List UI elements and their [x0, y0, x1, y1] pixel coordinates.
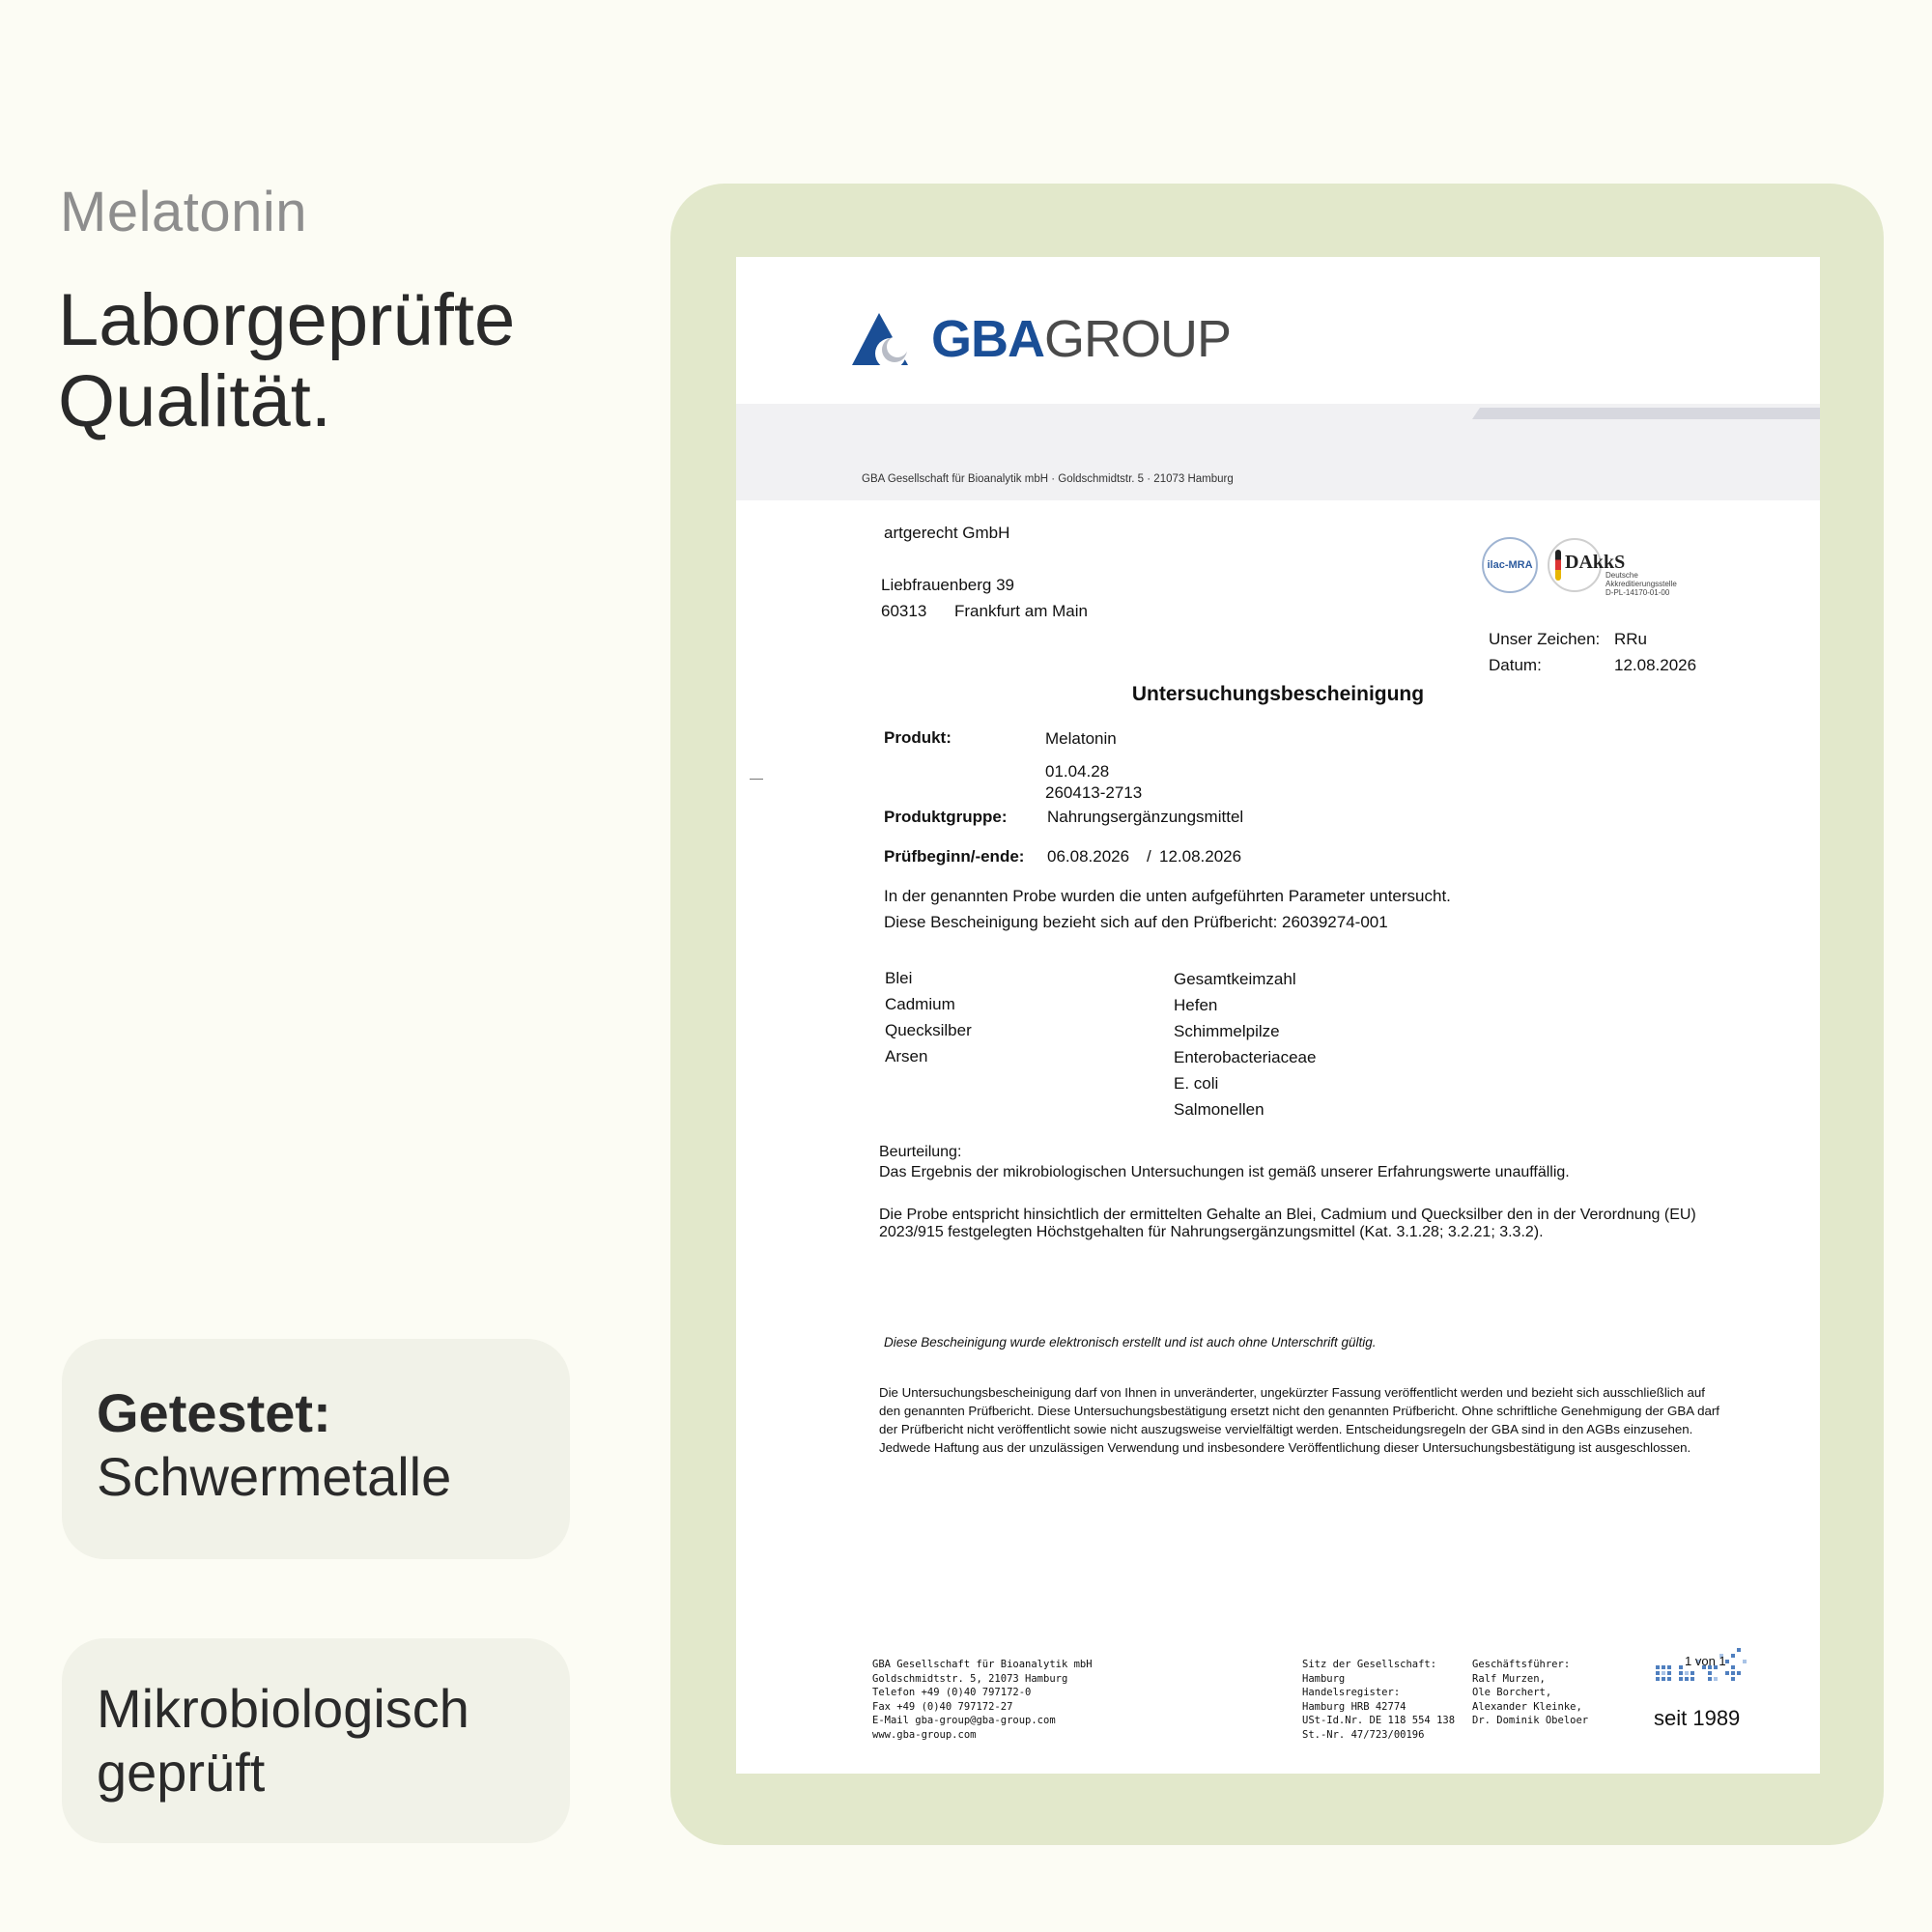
recipient-city: Frankfurt am Main	[954, 602, 1088, 620]
headline	[58, 280, 599, 442]
beurteilung-text-2: Die Probe entspricht hinsichtlich der ermittelten Gehalte an Blei, Cadmium und Quecksilber den in der Verordnung (EU) 2023/915 festgelegten Höchstgehalten für Nahrungsergänzungsmittel (Kat. 3.1.28; 3.2.21; 3.3.2).	[879, 1207, 1696, 1240]
dakks-sub-3: D-PL-14170-01-00	[1605, 588, 1670, 597]
footer-register-line: St.-Nr. 47/723/00196	[1302, 1728, 1425, 1741]
produkt-line-3: 260413-2713	[1045, 783, 1143, 802]
microbiology-card	[62, 1638, 570, 1843]
produkt-value: Melatonin	[1045, 729, 1117, 748]
tested-heavy-metals-card	[62, 1339, 570, 1559]
footer-register-line: Hamburg	[1302, 1672, 1346, 1685]
intro-line-1: In der genannten Probe wurden die unten aufgeführten Parameter untersucht.	[884, 887, 1451, 905]
pruef-end: 12.08.2026	[1159, 847, 1242, 866]
param-schimmelpilze: Schimmelpilze	[1174, 1022, 1280, 1040]
dakks-ring-icon	[1548, 538, 1677, 597]
since-1989: seit 1989	[1654, 1706, 1741, 1730]
param-enterobacteriaceae: Enterobacteriaceae	[1174, 1048, 1317, 1066]
footer-register-line: Sitz der Gesellschaft:	[1302, 1659, 1437, 1670]
footer-register-line: Handelsregister:	[1302, 1687, 1401, 1698]
sender-line: GBA Gesellschaft für Bioanalytik mbH · Goldschmidtstr. 5 · 21073 Hamburg	[862, 473, 1234, 485]
footer-management-line: Ralf Murzen,	[1472, 1672, 1546, 1685]
legal-text: Die Untersuchungsbescheinigung darf von Ihnen in unveränderter, ungekürzter Fassung veröffentlicht werden und bezieht sich ausschließlich auf den genannten Prüfbericht. Diese Untersuchungsbestätigung ersetzt nicht den genannten Prüfbericht. Ohne schriftliche Genehmigung der GBA darf der Prüfbericht nicht veröffentlicht sowie nicht auszugsweise vervielfältigt werden. Entscheidungsregeln der GBA sind in den AGBs einzusehen. Jedwede Haftung aus der unzulässigen Verwendung und insbesondere Veröffentlichung dieser Untersuchungsbestätigung ist ausgeschlossen.	[879, 1385, 1720, 1455]
dakks-flag-icon	[1555, 550, 1561, 581]
footer-register-line: USt-Id.Nr. DE 118 554 138	[1302, 1715, 1456, 1726]
produktgruppe-value: Nahrungsergänzungsmittel	[1047, 808, 1244, 826]
pruef-start: 06.08.2026	[1047, 847, 1130, 866]
header-stripe	[1472, 408, 1820, 419]
date-label: Datum:	[1489, 656, 1542, 674]
footer-company	[872, 1658, 1093, 1742]
dakks-logo	[1548, 538, 1677, 597]
footer-management-line: Dr. Dominik Obeloer	[1472, 1715, 1589, 1726]
footer-company-line: E-Mail gba-group@gba-group.com	[872, 1715, 1056, 1726]
footer-company-line: Goldschmidtstr. 5, 21073 Hamburg	[872, 1672, 1068, 1685]
pruef-separator: /	[1147, 847, 1151, 866]
ilac-mra-logo: ilac-MRA	[1482, 537, 1538, 593]
headline-line-2: Qualität.	[58, 360, 332, 442]
side-dash	[750, 779, 763, 780]
beurteilung-text-1: Das Ergebnis der mikrobiologischen Untersuchungen ist gemäß unserer Erfahrungswerte unauffällig.	[879, 1164, 1570, 1180]
beurteilung-label: Beurteilung:	[879, 1144, 962, 1160]
dakks-subtext	[1605, 571, 1702, 597]
param-arsen: Arsen	[885, 1047, 928, 1065]
date-value: 12.08.2026	[1614, 656, 1697, 674]
pixel-30-years-icon	[1654, 1642, 1750, 1700]
logo-group-text: GROUP	[1044, 310, 1232, 368]
card-label: Getestet:	[97, 1382, 331, 1443]
intro-line-2: Diese Bescheinigung bezieht sich auf den Prüfbericht: 26039274-001	[884, 913, 1388, 931]
produkt-label: Produkt:	[884, 728, 952, 747]
gba-triangle-icon	[852, 311, 920, 367]
header-band	[736, 404, 1820, 500]
electronic-note: Diese Bescheinigung wurde elektronisch erstellt und ist auch ohne Unterschrift gültig.	[884, 1335, 1377, 1350]
footer-management-line: Ole Borchert,	[1472, 1687, 1552, 1698]
page-number: 1 von 1	[1685, 1654, 1726, 1668]
certificate-document	[736, 257, 1820, 1774]
accreditation-logos	[1482, 537, 1677, 597]
produktgruppe-label: Produktgruppe:	[884, 808, 1008, 826]
param-quecksilber: Quecksilber	[885, 1021, 972, 1039]
param-hefen: Hefen	[1174, 996, 1218, 1014]
recipient-zip: 60313	[881, 602, 927, 620]
footer-company-line: www.gba-group.com	[872, 1728, 977, 1741]
recipient-street: Liebfrauenberg 39	[881, 576, 1015, 594]
footer-management-line: Alexander Kleinke,	[1472, 1700, 1582, 1713]
product-kicker: Melatonin	[60, 181, 307, 243]
footer-company-line: GBA Gesellschaft für Bioanalytik mbH	[872, 1659, 1093, 1670]
card-value: Schwermetalle	[97, 1446, 452, 1507]
footer-management	[1472, 1658, 1588, 1728]
ref-label: Unser Zeichen:	[1489, 630, 1601, 648]
dakks-name: DAkkS	[1565, 552, 1626, 573]
headline-line-1: Laborgeprüfte	[58, 279, 516, 361]
footer-company-line: Telefon +49 (0)40 797172-0	[872, 1687, 1032, 1698]
card-line-1: Mikrobiologisch	[97, 1678, 469, 1739]
footer-management-line: Geschäftsführer:	[1472, 1659, 1571, 1670]
ref-value: RRu	[1614, 630, 1648, 648]
param-cadmium: Cadmium	[885, 995, 955, 1013]
param-gesamtkeimzahl: Gesamtkeimzahl	[1174, 970, 1296, 988]
param-e-coli: E. coli	[1174, 1074, 1219, 1093]
recipient-name: artgerecht GmbH	[884, 524, 1010, 542]
gba-logo	[852, 305, 1231, 373]
footer-company-line: Fax +49 (0)40 797172-27	[872, 1700, 1013, 1713]
logo-gba-text: GBA	[931, 310, 1044, 368]
footer-register	[1302, 1658, 1455, 1742]
card-line-2: geprüft	[97, 1742, 266, 1803]
pruef-label: Prüfbeginn/-ende:	[884, 847, 1025, 866]
dakks-sub-1: Deutsche	[1605, 571, 1638, 580]
param-blei: Blei	[885, 969, 913, 987]
param-salmonellen: Salmonellen	[1174, 1100, 1264, 1119]
produkt-line-2: 01.04.28	[1045, 762, 1110, 781]
document-title: Untersuchungsbescheinigung	[1131, 683, 1425, 705]
dakks-sub-2: Akkreditierungsstelle	[1605, 580, 1677, 588]
footer-register-line: Hamburg HRB 42774	[1302, 1700, 1406, 1713]
